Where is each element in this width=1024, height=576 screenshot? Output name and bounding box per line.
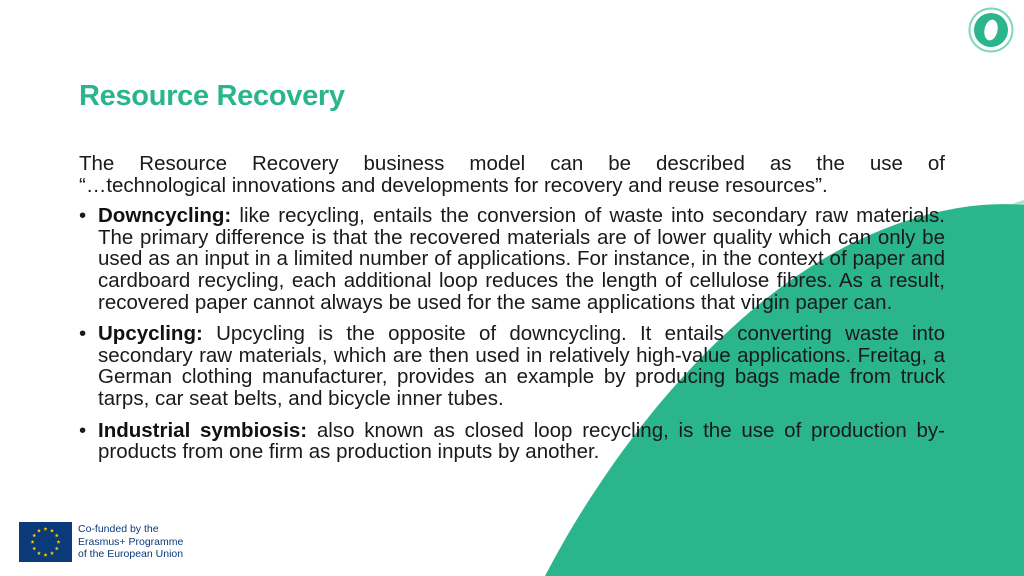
bullet-text-downcycling: like recycling, entails the conversion of waste into secondary raw materials. The primary difference is that the recovered materials are of lower quality which can only be used as an input in a limited number of applications. For instance, in the context of paper and cardboard recycling, each additional loop reduces the length of cellulose fibres. As a result, recovered paper cannot always be used for the same applications that virgin paper can. [98, 204, 945, 314]
bullet-industrial-symbiosis [79, 420, 945, 463]
intro-line-2: “…technological innovations and developments for recovery and reuse resources”. [79, 173, 828, 197]
slide-body [79, 153, 945, 473]
cofunded-line-3: of the European Union [78, 548, 184, 561]
cofunded-text [78, 523, 183, 561]
cofunded-line-2: Erasmus+ Programme [78, 535, 184, 548]
bullet-term-upcycling: Upcycling: [98, 322, 203, 346]
intro-paragraph [79, 153, 945, 196]
bullet-upcycling [79, 323, 945, 409]
bullet-term-downcycling: Downcycling: [98, 204, 232, 228]
page-title: Resource Recovery [79, 80, 345, 112]
bullet-downcycling [79, 205, 945, 313]
bullet-text-industrial-symbiosis: also known as closed loop recycling, is the use of production by-products from one firm as production inputs by another. [98, 418, 945, 464]
bullet-term-industrial-symbiosis: Industrial symbiosis: [98, 418, 308, 442]
bullet-text-upcycling: Upcycling is the opposite of downcycling. It entails converting waste into secondary raw materials, which are then used in relatively high-value applications. Freitag, a German clothing manufacturer, provides an example by producing bags made from truck tarps, car seat belts, and bicycle inner tubes. [98, 322, 945, 410]
intro-line-1: The Resource Recovery business model can be described as the use of [79, 152, 945, 175]
cofunded-line-1: Co-funded by the [78, 523, 159, 536]
circular-leaf-logo-icon [968, 7, 1014, 53]
bullet-list [79, 205, 945, 463]
erasmus-cofunded-footer [19, 522, 183, 562]
eu-flag-icon [19, 522, 72, 562]
